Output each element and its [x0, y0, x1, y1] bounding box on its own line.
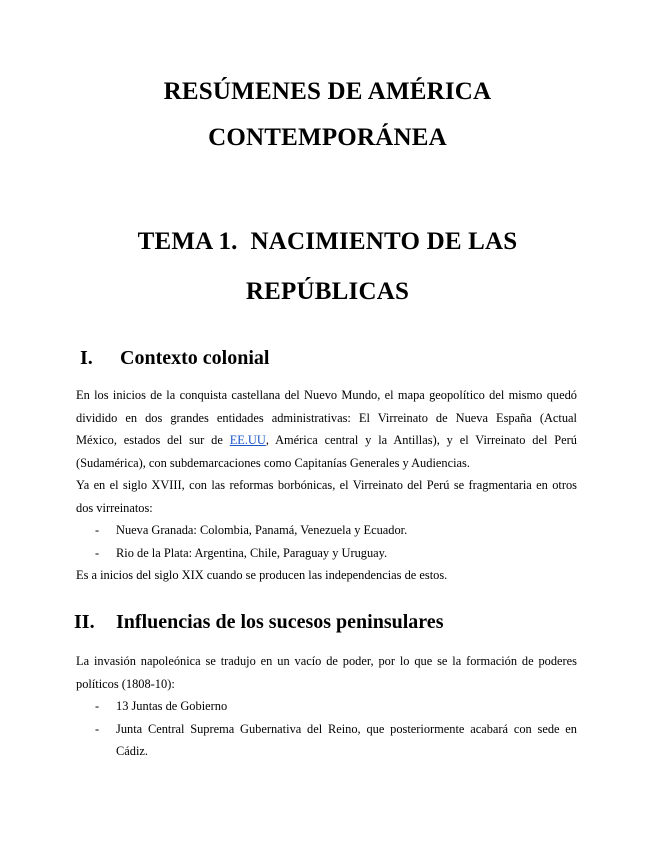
list-item: - 13 Juntas de Gobierno — [76, 695, 577, 718]
topic-title-line-2: REPÚBLICAS — [245, 278, 410, 305]
paragraph-line — [76, 429, 577, 452]
list-item-text: 13 Juntas de Gobierno — [116, 699, 228, 713]
list-item: - Junta Central Suprema Gubernativa del Reino, que posteriormente acabará con sede en Cádiz. — [76, 718, 577, 763]
document-title-line-2: CONTEMPORÁNEA — [208, 124, 447, 151]
list-item-text: Nueva Granada: Colombia, Panamá, Venezuela y Ecuador. — [116, 523, 408, 537]
section-number: II. — [74, 611, 95, 633]
paragraph-context-1 — [76, 384, 577, 519]
paragraph-line: En los inicios de la conquista castellana del Nuevo Mundo, el mapa geopolítico del mismo quedó — [76, 388, 577, 402]
paragraph-context-2 — [76, 564, 577, 587]
section-title: Influencias de los sucesos peninsulares — [116, 611, 444, 633]
list-item-text: Cádiz. — [116, 744, 148, 758]
paragraph-line: dos virreinatos: — [76, 500, 153, 515]
paragraph-line: La invasión napoleónica se tradujo en un vacío de poder, por lo que se la formación de poderes — [76, 654, 577, 668]
section-number: I. — [80, 347, 93, 369]
eeuu-link[interactable]: EE.UU — [229, 433, 266, 447]
section-title: Contexto colonial — [120, 347, 270, 369]
section-heading-2 — [74, 611, 443, 634]
list-item-text: Rio de la Plata: Argentina, Chile, Paraguay y Uruguay. — [116, 545, 388, 560]
paragraph-line: Ya en el siglo XVIII, con las reformas borbónicas, el Virreinato del Perú se fragmentaria en otros — [76, 478, 577, 492]
bullet-list-powers — [76, 695, 577, 763]
paragraph-line: Es a inicios del siglo XIX cuando se producen las independencias de estos. — [76, 568, 448, 582]
list-item-text: Junta Central Suprema Gubernativa del Reino, que posteriormente acabará con sede en — [116, 721, 577, 736]
paragraph-line: (Sudamérica), con subdemarcaciones como Capitanías Generales y Audiencias. — [76, 455, 470, 470]
text-fragment: , América central y la Antillas), y el Virreinato del Perú — [265, 433, 577, 447]
paragraph-line: dividido en dos grandes entidades administrativas: El Virreinato de Nueva España (Actual — [76, 410, 577, 425]
document-title-line-1: RESÚMENES DE AMÉRICA — [163, 78, 492, 105]
text-fragment: México, estados del sur de — [76, 433, 230, 447]
topic-title-line-1: TEMA 1. NACIMIENTO DE LAS — [137, 228, 518, 255]
list-item: - Nueva Granada: Colombia, Panamá, Venezuela y Ecuador. — [76, 519, 577, 542]
bullet-list-viceroyalties — [76, 519, 577, 564]
paragraph-line: políticos (1808-10): — [76, 676, 175, 691]
paragraph-influences — [76, 650, 577, 695]
section-heading-1 — [80, 347, 269, 370]
list-item: - Rio de la Plata: Argentina, Chile, Paraguay y Uruguay. — [76, 542, 577, 565]
